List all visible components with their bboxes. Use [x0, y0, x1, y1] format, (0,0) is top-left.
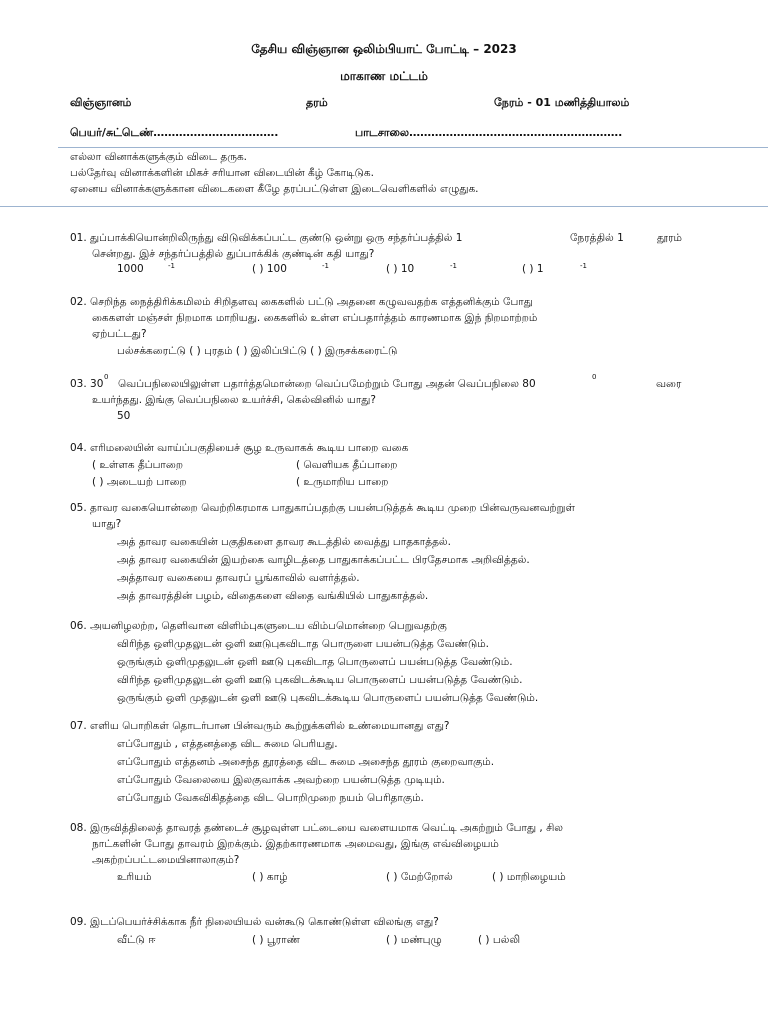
q5-stem: யாது?: [92, 518, 122, 530]
q6-option: விரிந்த ஒளிமுதலுடன் ஒளி ஊடு புகவிடக்கூடிய பொருளைப் பயன்படுத்த வேண்டும்.: [117, 674, 523, 686]
q7-option: எப்போதும் எத்தனம் அசைந்த தூரத்தை விட சுமை அசைந்த தூரம் குறைவாகும்.: [117, 756, 495, 768]
q1-stem: சென்றது. இச் சந்தர்ப்பத்தில் துப்பாக்கிக் குண்டின் கதி யாது?: [92, 248, 375, 260]
q9-stem: 09. இடப்பெயர்ச்சிக்காக நீர் நிலையியல் வன்கூடு கொண்டுள்ள விலங்கு எது?: [70, 916, 439, 928]
divider-top: [58, 147, 768, 148]
q8-option-d: ( ) மாறிழையம்: [492, 871, 566, 883]
q4-option-a: ( உள்ளக தீப்பாறை: [92, 459, 183, 471]
q3-stem: வெப்பநிலையிலுள்ள பதார்த்தமொன்றை வெப்பமேற்றும் போது அதன் வெப்பநிலை 80: [118, 378, 536, 390]
instruction-line: எல்லா வினாக்களுக்கும் விடை தருக.: [70, 151, 248, 163]
q5-stem: 05. தாவர வகையொன்றை வெற்றிகரமாக பாதுகாப்பதற்கு பயன்படுத்தக் கூடிய முறை பின்வருவனவற்றுள்: [70, 502, 575, 514]
school-field: பாடசாலை………………………………………………….: [355, 126, 623, 139]
option-text: ( ) 1: [522, 263, 544, 275]
q8-option-c: ( ) மேற்றோல்: [386, 871, 453, 883]
q2-stem: 02. செறிந்த நைத்திரிக்கமிலம் சிறிதளவு கைகளில் பட்டு அதனை கழுவவதற்க எத்தனிக்கும் போது: [70, 296, 533, 308]
q5-option: அத் தாவர வகையின் பகுதிகளை தாவர கூடத்தில் வைத்து பாதகாத்தல்.: [117, 536, 451, 548]
q2-stem: ஏற்பட்டது?: [92, 328, 147, 340]
q3-stem: உயர்ந்தது. இங்கு வெப்பநிலை உயர்ச்சி, கெல்வினில் யாது?: [92, 394, 376, 406]
q9-option-a: வீட்டு ஈ: [117, 934, 156, 946]
q9-option-d: ( ) பல்லி: [478, 934, 521, 946]
option-text: ( ) 10: [386, 263, 415, 275]
superscript: -1: [450, 262, 457, 270]
exam-level: மாகாண மட்டம்: [340, 69, 428, 83]
q7-stem: 07. எளிய பொறிகள் தொடர்பான பின்வரும் கூற்றுக்களில் உண்மையானது எது?: [70, 720, 450, 732]
q4-stem: 04. எரிமலையின் வாய்ப்பகுதியைச் சூழ உருவாகக் கூடிய பாறை வகை: [70, 442, 409, 454]
q1-option-a: [117, 263, 144, 275]
q7-option: எப்போதும் , எத்தனத்தை விட சுமை பெரியது.: [117, 738, 338, 750]
q3-answer: 50: [117, 410, 131, 422]
q5-option: அத்தாவர வகையை தாவரப் பூங்காவில் வளர்த்தல்.: [117, 572, 360, 584]
time-label: நேரம் - 01 மணித்தியாலம்: [494, 96, 630, 109]
instruction-line: ஏனைய வினாக்களுக்கான விடைகளை கீழே தரப்பட்டுள்ள இடைவெளிகளில் எழுதுக.: [70, 183, 479, 195]
q4-option-c: ( ) அடையற் பாறை: [92, 476, 187, 488]
q1-option-d: [522, 263, 544, 275]
q1-stem: 01. துப்பாக்கியொன்றிலிருந்து விடுவிக்கப்பட்ட குண்டு ஒன்று ஒரு சந்தர்ப்பத்தில் 1: [70, 232, 463, 244]
q2-options: பல்சக்கரைட்டு ( ) புரதம் ( ) இலிப்பிட்டு ( ) இருசக்கரைட்டு: [117, 345, 398, 357]
q1-option-b: [252, 263, 287, 275]
superscript: 0: [104, 373, 109, 381]
q5-option: அத் தாவர வகையின் இயற்கை வாழிடத்தை பாதுகாக்கப்பட்ட பிரதேசமாக அறிவித்தல்.: [117, 554, 530, 566]
exam-title: தேசிய விஞ்ஞான ஒலிம்பியாட் போட்டி – 2023: [251, 42, 517, 56]
divider-bottom: [0, 206, 768, 207]
q3-stem: 03. 30: [70, 378, 104, 390]
q1-stem: நேரத்தில் 1: [570, 232, 624, 244]
q9-option-b: ( ) பூராண்: [252, 934, 301, 946]
q4-option-d: ( உருமாறிய பாறை: [296, 476, 389, 488]
q4-option-b: ( வெளியக தீப்பாறை: [296, 459, 398, 471]
subject-label: விஞ்ஞானம்: [70, 96, 132, 109]
q7-option: எப்போதும் வேகவிகிதத்தை விட பொறிமுறை நயம் பெரிதாகும்.: [117, 792, 424, 804]
q9-option-c: ( ) மண்புழு: [386, 934, 442, 946]
q6-option: விரிந்த ஒளிமுதலுடன் ஒளி ஊடுபுகவிடாத பொருளை பயன்படுத்த வேண்டும்.: [117, 638, 490, 650]
q8-stem: 08. இருவித்திலைத் தாவரத் தண்டைச் சூழவுள்ள பட்டையை வளையமாக வெட்டி அகற்றும் போது , சில: [70, 822, 564, 834]
q1-option-c: [386, 263, 414, 275]
q8-option-b: ( ) காழ்: [252, 871, 288, 883]
q6-option: ஒருங்கும் ஒளிமுதலுடன் ஒளி ஊடு புகவிடாத பொருளைப் பயன்படுத்த வேண்டும்.: [117, 656, 513, 668]
option-text: 1000: [117, 263, 144, 275]
q6-option: ஒருங்கும் ஒளி முதலுடன் ஒளி ஊடு புகவிடக்கூடிய பொருளைப் பயன்படுத்த வேண்டும்.: [117, 692, 539, 704]
grade-label: தரம்: [306, 96, 328, 109]
option-text: ( ) 100: [252, 263, 287, 275]
name-field: பெயர்/சுட்டெண்…………………………….: [70, 126, 279, 139]
q7-option: எப்போதும் வேலையை இலகுவாக்க அவற்றை பயன்படுத்த முடியும்.: [117, 774, 445, 786]
superscript: 0: [592, 373, 597, 381]
q8-stem: அகற்றப்பட்டமையினாலாகும்?: [92, 854, 240, 866]
q5-option: அத் தாவரத்தின் பழம், விதைகளை விதை வங்கியில் பாதுகாத்தல்.: [117, 590, 429, 602]
q1-stem: தூரம்: [657, 232, 682, 244]
instruction-line: பல்தேர்வு வினாக்களின் மிகச் சரியான விடையின் கீழ் கோடிடுக.: [70, 167, 374, 179]
q2-stem: கைகளள் மஞ்சள் நிறமாக மாறியது. கைகளில் உள்ள எப்பதார்த்தம் காரணமாக இந் நிறமாற்றம்: [92, 312, 538, 324]
superscript: -1: [580, 262, 587, 270]
superscript: -1: [168, 262, 175, 270]
superscript: -1: [322, 262, 329, 270]
q3-stem: வரை: [656, 378, 682, 390]
q6-stem: 06. அயனிழலற்ற, தெளிவான விளிம்புகளுடைய விம்பமொன்றை பெறுவதற்கு: [70, 620, 447, 632]
q8-option-a: உரியம்: [117, 871, 152, 883]
q8-stem: நாட்களின் போது தாவரம் இறக்கும். இதற்காரணமாக அமைவது, இங்கு எவ்விழையம்: [92, 838, 499, 850]
